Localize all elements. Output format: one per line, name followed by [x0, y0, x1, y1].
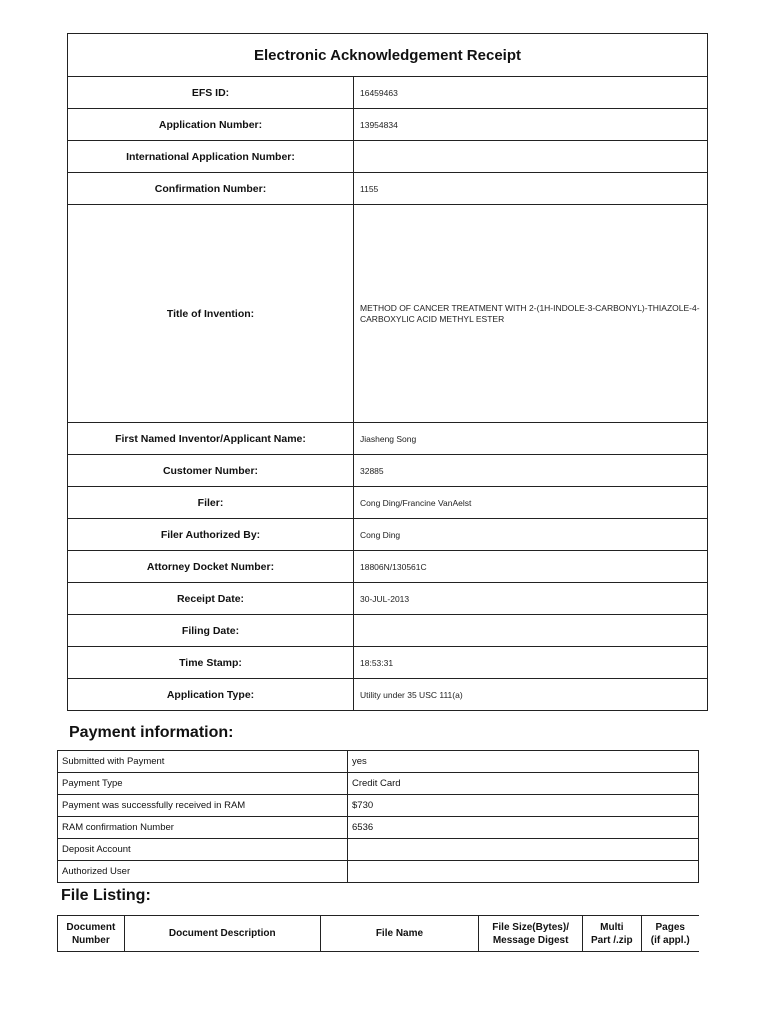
- confirmation-number-label: Confirmation Number:: [68, 173, 354, 205]
- payment-row: [58, 839, 699, 861]
- payment-row: [58, 773, 699, 795]
- receipt-row-time-stamp: [68, 647, 708, 679]
- filing-date-value: [354, 615, 708, 647]
- payment-row: [58, 817, 699, 839]
- first-named-inventor-value: Jiasheng Song: [354, 423, 708, 455]
- multi-part-header: [583, 916, 641, 952]
- application-number-value: 13954834: [354, 109, 708, 141]
- title-of-invention-value: METHOD OF CANCER TREATMENT WITH 2-(1H-INDOLE-3-CARBONYL)-THIAZOLE-4-CARBOXYLIC ACID METHYL ESTER: [354, 205, 708, 423]
- payment-type-label: Payment Type: [58, 773, 348, 795]
- application-type-value: Utility under 35 USC 111(a): [354, 679, 708, 711]
- attorney-docket-number-value: 18806N/130561C: [354, 551, 708, 583]
- pages-header-line2: (if appl.): [650, 934, 690, 946]
- filer-label: Filer:: [68, 487, 354, 519]
- file-name-header: File Name: [320, 916, 478, 952]
- payment-row: [58, 795, 699, 817]
- submitted-with-payment-value: yes: [348, 751, 699, 773]
- receipt-row-first-named-inventor: [68, 423, 708, 455]
- multi-part-header-line1: Multi: [600, 921, 624, 933]
- customer-number-label: Customer Number:: [68, 455, 354, 487]
- confirmation-number-value: 1155: [354, 173, 708, 205]
- receipt-title: Electronic Acknowledgement Receipt: [68, 34, 708, 77]
- application-number-label: Application Number:: [68, 109, 354, 141]
- receipt-row-filer-authorized-by: [68, 519, 708, 551]
- payment-row: [58, 861, 699, 883]
- deposit-account-label: Deposit Account: [58, 839, 348, 861]
- receipt-row-receipt-date: [68, 583, 708, 615]
- receipt-row-confirmation-number: [68, 173, 708, 205]
- international-application-number-value: [354, 141, 708, 173]
- receipt-date-label: Receipt Date:: [68, 583, 354, 615]
- receipt-row-application-number: [68, 109, 708, 141]
- filer-authorized-by-value: Cong Ding: [354, 519, 708, 551]
- attorney-docket-number-label: Attorney Docket Number:: [68, 551, 354, 583]
- efs-id-label: EFS ID:: [68, 77, 354, 109]
- payment-received-label: Payment was successfully received in RAM: [58, 795, 348, 817]
- document-description-header: Document Description: [124, 916, 320, 952]
- file-listing-table: [57, 915, 699, 952]
- pages-header-line1: Pages: [655, 921, 685, 933]
- file-listing-header-row: [58, 916, 700, 952]
- file-listing-heading: File Listing:: [61, 887, 151, 904]
- receipt-date-value: 30-JUL-2013: [354, 583, 708, 615]
- acknowledgement-receipt-table: [67, 33, 708, 711]
- multi-part-header-line2: Part /.zip: [590, 934, 633, 946]
- document-number-header: [58, 916, 125, 952]
- receipt-row-title-of-invention: [68, 205, 708, 423]
- receipt-row-application-type: [68, 679, 708, 711]
- customer-number-value: 32885: [354, 455, 708, 487]
- ram-confirmation-number-value: 6536: [348, 817, 699, 839]
- file-size-header: [479, 916, 583, 952]
- first-named-inventor-label: First Named Inventor/Applicant Name:: [68, 423, 354, 455]
- time-stamp-value: 18:53:31: [354, 647, 708, 679]
- document-number-header-line2: Number: [71, 934, 110, 946]
- pages-header: [641, 916, 699, 952]
- title-of-invention-label: Title of Invention:: [68, 205, 354, 423]
- document-number-header-line1: Document: [66, 921, 116, 933]
- authorized-user-label: Authorized User: [58, 861, 348, 883]
- submitted-with-payment-label: Submitted with Payment: [58, 751, 348, 773]
- international-application-number-label: International Application Number:: [68, 141, 354, 173]
- payment-information-heading: Payment information:: [69, 724, 234, 741]
- receipt-row-filer: [68, 487, 708, 519]
- payment-received-value: $730: [348, 795, 699, 817]
- ram-confirmation-number-label: RAM confirmation Number: [58, 817, 348, 839]
- receipt-row-customer-number: [68, 455, 708, 487]
- authorized-user-value: [348, 861, 699, 883]
- receipt-row-international-application-number: [68, 141, 708, 173]
- payment-information-table: [57, 750, 699, 883]
- receipt-row-attorney-docket-number: [68, 551, 708, 583]
- deposit-account-value: [348, 839, 699, 861]
- file-size-header-line1: File Size(Bytes)/: [492, 921, 569, 933]
- payment-row: [58, 751, 699, 773]
- payment-type-value: Credit Card: [348, 773, 699, 795]
- receipt-row-efs-id: [68, 77, 708, 109]
- time-stamp-label: Time Stamp:: [68, 647, 354, 679]
- application-type-label: Application Type:: [68, 679, 354, 711]
- filer-value: Cong Ding/Francine VanAelst: [354, 487, 708, 519]
- efs-id-value: 16459463: [354, 77, 708, 109]
- filer-authorized-by-label: Filer Authorized By:: [68, 519, 354, 551]
- file-size-header-line2: Message Digest: [492, 934, 569, 946]
- filing-date-label: Filing Date:: [68, 615, 354, 647]
- receipt-row-filing-date: [68, 615, 708, 647]
